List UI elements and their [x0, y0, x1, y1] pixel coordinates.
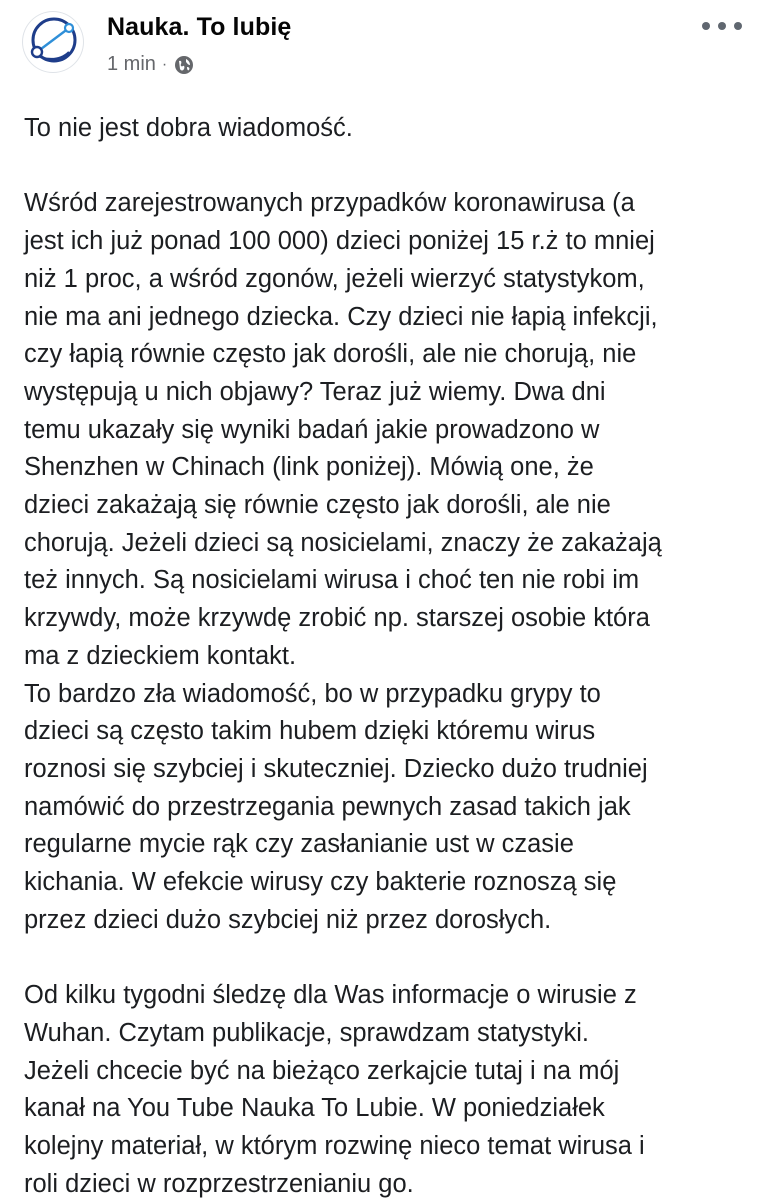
page-name[interactable]: Nauka. To lubię	[107, 13, 292, 41]
avatar[interactable]	[23, 12, 83, 72]
meta-separator: ·	[161, 55, 168, 73]
post-line: kichania. W efekcie wirusy czy bakterie roznoszą się	[24, 868, 617, 897]
post-line: czy łapią równie często jak dorośli, ale nie chorują, nie	[24, 340, 637, 369]
post-line: niż 1 proc, a wśród zgonów, jeżeli wierzyć statystykom,	[24, 264, 645, 293]
post-line: jest ich już ponad 100 000) dzieci poniżej 15 r.ż to mniej	[24, 227, 655, 256]
post-meta	[107, 53, 195, 76]
post-line: dzieci są często takim hubem dzięki któremu wirus	[24, 717, 596, 746]
more-horizontal-icon	[702, 22, 710, 30]
paragraph-break	[24, 148, 754, 186]
post-line: występują u nich objawy? Teraz już wiemy. Dwa dni	[24, 377, 606, 406]
post-line: temu ukazały się wyniki badań jakie prowadzono w	[24, 415, 600, 444]
post-line: dzieci zakażają się równie często jak dorośli, ale nie	[24, 491, 611, 520]
more-horizontal-icon	[718, 22, 726, 30]
post-header	[0, 0, 767, 90]
post-line: roli dzieci w rozprzestrzenianiu go.	[24, 1169, 414, 1198]
post-line: To bardzo zła wiadomość, bo w przypadku grypy to	[24, 679, 601, 708]
paragraph-break	[24, 939, 754, 977]
post-line: nie ma ani jednego dziecka. Czy dzieci nie łapią infekcji,	[24, 302, 658, 331]
nauka-logo-icon	[23, 12, 83, 72]
post-line: regularne mycie rąk czy zasłanianie ust w czasie	[24, 830, 574, 859]
more-horizontal-icon	[734, 22, 742, 30]
post-line: przez dzieci dużo szybciej niż przez dorosłych.	[24, 905, 552, 934]
post-line: Wuhan. Czytam publikacje, sprawdzam statystyki.	[24, 1018, 589, 1047]
more-options-button[interactable]	[702, 14, 742, 38]
post-line: namówić do przestrzegania pewnych zasad takich jak	[24, 792, 631, 821]
post-line: Shenzhen w Chinach (link poniżej). Mówią one, że	[24, 453, 594, 482]
post-time[interactable]: 1 min	[107, 53, 156, 75]
post-line: ma z dzieckiem kontakt.	[24, 641, 297, 670]
post-line: też innych. Są nosicielami wirusa i choć ten nie robi im	[24, 566, 640, 595]
post-line: roznosi się szybciej i skuteczniej. Dziecko dużo trudniej	[24, 754, 648, 783]
post-line: Od kilku tygodni śledzę dla Was informacje o wirusie z	[24, 981, 637, 1010]
post-line: chorują. Jeżeli dzieci są nosicielami, znaczy że zakażają	[24, 528, 662, 557]
post-line: krzywdy, może krzywdę zrobić np. starszej osobie która	[24, 604, 650, 633]
post-line: Wśród zarejestrowanych przypadków koronawirusa (a	[24, 189, 635, 218]
post-line: To nie jest dobra wiadomość.	[24, 114, 353, 142]
post-line: kanał na You Tube Nauka To Lubie. W poniedziałek	[24, 1094, 605, 1123]
post-line: kolejny materiał, w którym rozwinę nieco temat wirusa i	[24, 1131, 645, 1160]
globe-icon	[173, 54, 195, 76]
post-line: Jeżeli chcecie być na bieżąco zerkajcie tutaj i na mój	[24, 1056, 620, 1085]
post-body	[24, 110, 754, 1203]
